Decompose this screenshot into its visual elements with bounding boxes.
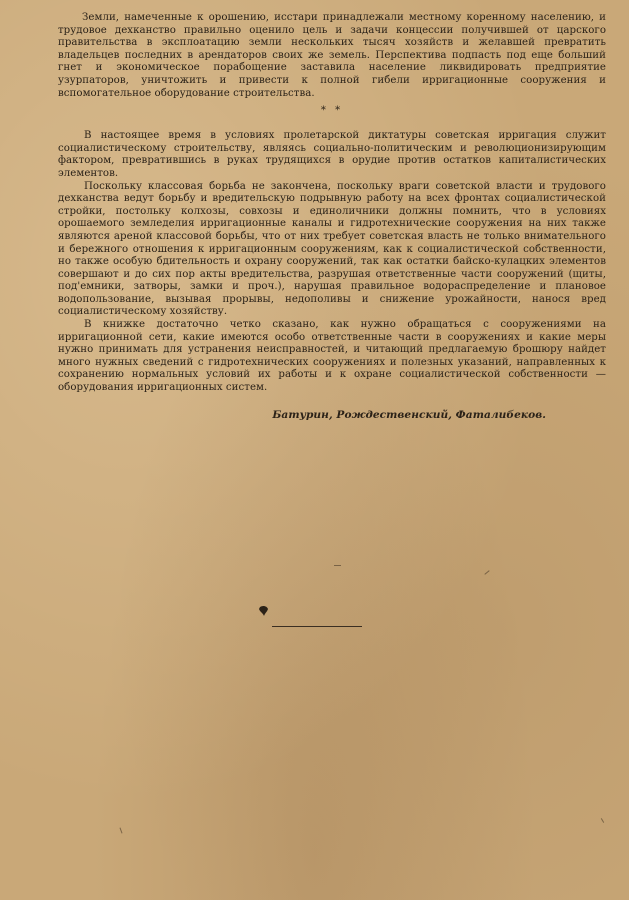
paragraph-4: В книжке достаточно четко сказано, как нужно обращаться с сооружениями на ирригационной сети, какие имеются особо ответственные части в сооружениях и какие меры нужно принимать для устранения неисправностей, и читающий предлагаемую брошюру найдет много нужных сведений с гидротехнических сооружениях и полезных указаний, направленных к сохранению нормальных условий их работы и к охране социалистической собственности — оборудования ирригационных систем.: [58, 319, 606, 394]
leaf-ornament-icon: [257, 604, 271, 618]
section-separator: * *: [320, 105, 344, 117]
paragraph-3: Поскольку классовая борьба не закончена, поскольку враги советской власти и трудового дехканства ведут борьбу и вредительскую подрывную работу на всех фронтах социалистической стройки, постольку колхозы, совхозы и единоличники должны помнить, что в условиях орошаемого земледелия ирригационные каналы и гидротехнические сооружения на них также являются ареной классовой борьбы, что от них требует советская власть не только внимательного и бережного отношения к ирригационным сооружениям, как к социалистической собственности, но также особую бдительность и охрану сооружений, так как остатки байско-кулацких элементов совершают и до сих пор акты вредительства, разрушая ответственные части сооружений (щиты, под'емники, затворы, замки и проч.), нарушая правильное водораспределение и плановое водопользование, вызывая прорывы, недополивы и снижение урожайности, нанося вред социалистическому хозяйству.: [58, 180, 606, 318]
document-page: [58, 12, 606, 421]
closing-rule: [272, 626, 362, 627]
authors-signature: Батурин, Рождественский, Фаталибеков.: [272, 408, 546, 421]
paper-speck: [334, 565, 341, 566]
paragraph-1: Земли, намеченные к орошению, исстари принадлежали местному коренному населению, и трудовое дехканство правильно оценило цель и задачи концессии получившей от царского правительства в эксплоатацию земли нескольких тысяч хозяйств и желавшей превратить владельцев последних в арендаторов своих же земель. Перспектива подпасть под еще больший гнет и экономическое порабощение заставила население ликвидировать предприятие узурпаторов, уничтожить и привести к полной гибели ирригационные сооружения и вспомогательное оборудование строительства.: [58, 12, 606, 99]
paragraph-2: В настоящее время в условиях пролетарской диктатуры советская ирригация служит социалистическому строительству, являясь социально-политическим и революционизирующим фактором, превратившись в руках трудящихся в орудие против остатков капиталистических элементов.: [58, 130, 606, 179]
paper-speck: [120, 828, 123, 834]
paper-speck: [484, 570, 489, 575]
paper-speck: [601, 818, 604, 823]
